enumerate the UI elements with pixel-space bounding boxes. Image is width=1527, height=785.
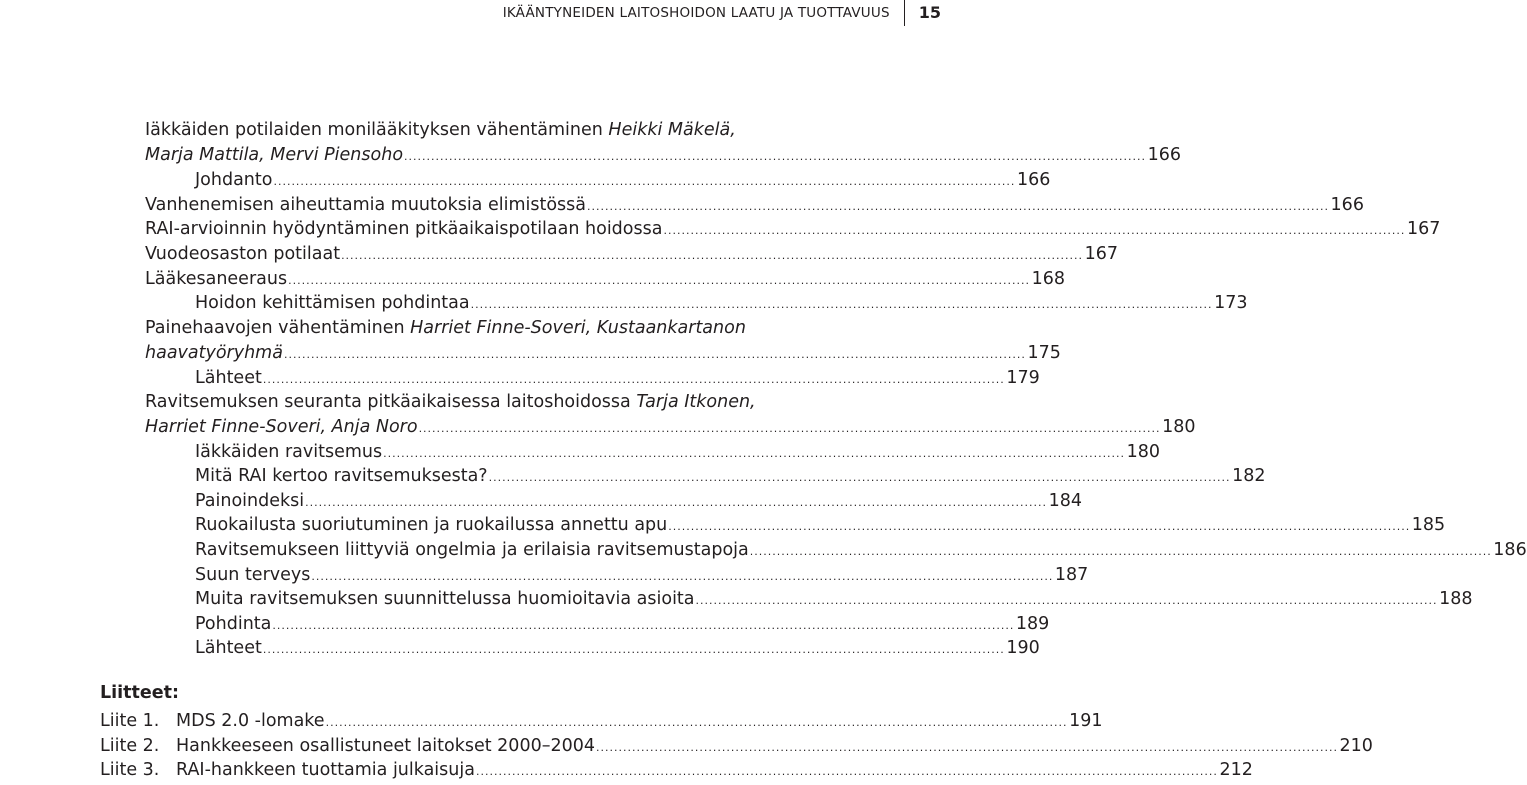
page-ref: 180 — [1126, 442, 1161, 462]
entry-title: Ravitsemukseen liittyviä ongelmia ja erilaisia ravitsemustapoja — [195, 540, 749, 560]
page-ref: 179 — [1006, 368, 1040, 388]
appendix-title: Hankkeeseen osallistuneet laitokset 2000–2004 — [176, 736, 595, 756]
entry-title: Iäkkäiden ravitsemus — [195, 442, 383, 462]
page-ref: 184 — [1048, 491, 1083, 511]
page-ref: 188 — [1439, 589, 1473, 609]
entry-title: RAI-arvioinnin hyödyntäminen pitkäaikaispotilaan hoidossa — [145, 219, 663, 239]
appendix-entry[interactable] — [100, 709, 1103, 736]
section-title-text: Painehaavojen vähentäminen — [145, 318, 411, 338]
toc-section-title — [145, 316, 746, 341]
section-authors: Harriet Finne-Soveri, Kustaankartanon — [410, 318, 746, 338]
dot-leader: ..................................................................................................................................................................... — [262, 643, 1005, 656]
page-ref: 191 — [1069, 711, 1103, 731]
toc-entry[interactable] — [145, 415, 1196, 442]
page-ref: 212 — [1219, 760, 1253, 780]
dot-leader: ..................................................................................................................................................................... — [596, 741, 1338, 754]
section-title-text: Iäkkäiden potilaiden monilääkityksen vähentäminen — [145, 120, 609, 140]
appendix-label: Liite 3. — [100, 760, 160, 780]
toc-entry[interactable] — [195, 291, 1248, 318]
appendix-entry[interactable] — [100, 734, 1373, 761]
toc-entry[interactable] — [195, 563, 1089, 590]
dot-leader: ..................................................................................................................................................................... — [663, 224, 1406, 237]
entry-title: Painoindeksi — [195, 491, 305, 511]
appendix-label: Liite 2. — [100, 736, 160, 756]
dot-leader: ..................................................................................................................................................................... — [587, 200, 1329, 213]
page-ref: 173 — [1214, 293, 1248, 313]
dot-leader: ..................................................................................................................................................................... — [341, 249, 1083, 262]
entry-title: Mitä RAI kertoo ravitsemuksesta? — [195, 466, 488, 486]
dot-leader: ..................................................................................................................................................................... — [288, 274, 1031, 287]
dot-leader: ..................................................................................................................................................................... — [695, 594, 1438, 607]
dot-leader: ..................................................................................................................................................................... — [418, 422, 1161, 435]
toc-entry[interactable] — [195, 636, 1040, 663]
dot-leader: ..................................................................................................................................................................... — [325, 716, 1068, 729]
page-ref: 182 — [1232, 466, 1266, 486]
entry-title: Suun terveys — [195, 565, 311, 585]
toc-entry[interactable] — [195, 168, 1051, 195]
dot-leader: ..................................................................................................................................................................... — [749, 545, 1492, 558]
dot-leader: ..................................................................................................................................................................... — [305, 496, 1048, 509]
appendix-label: Liite 1. — [100, 711, 160, 731]
section-title-text: Ravitsemuksen seuranta pitkäaikaisessa laitoshoidossa — [145, 392, 637, 412]
page-ref: 189 — [1015, 614, 1050, 634]
page-ref: 186 — [1493, 540, 1527, 560]
dot-leader: ..................................................................................................................................................................... — [262, 373, 1005, 386]
page-ref: 166 — [1147, 145, 1181, 165]
toc-entry[interactable] — [195, 612, 1050, 639]
entry-title: Vuodeosaston potilaat — [145, 244, 341, 264]
appendix-title: RAI-hankkeen tuottamia julkaisuja — [176, 760, 475, 780]
page-ref: 167 — [1407, 219, 1441, 239]
entry-title: Lähteet — [195, 368, 262, 388]
entry-title: Pohdinta — [195, 614, 272, 634]
toc-entry[interactable] — [145, 143, 1181, 170]
toc-entry[interactable] — [145, 267, 1066, 294]
section-authors: Harriet Finne-Soveri, Anja Noro — [145, 417, 418, 437]
appendix-title: MDS 2.0 -lomake — [176, 711, 325, 731]
page-ref: 185 — [1411, 515, 1446, 535]
page-ref: 167 — [1084, 244, 1118, 264]
toc-section-title — [145, 118, 736, 143]
page-ref: 166 — [1330, 195, 1364, 215]
toc-entry[interactable] — [145, 217, 1441, 244]
dot-leader: ..................................................................................................................................................................... — [488, 471, 1231, 484]
toc-entry[interactable] — [145, 242, 1118, 269]
entry-title: Lähteet — [195, 638, 262, 658]
toc-entry[interactable] — [195, 513, 1446, 540]
entry-title: Ruokailusta suoriutuminen ja ruokailussa annettu apu — [195, 515, 668, 535]
toc-entry[interactable] — [195, 489, 1083, 516]
toc-entry[interactable] — [195, 587, 1473, 614]
dot-leader: ..................................................................................................................................................................... — [283, 348, 1026, 361]
page-ref: 175 — [1027, 343, 1061, 363]
appendix-entry[interactable] — [100, 758, 1253, 785]
page-ref: 187 — [1054, 565, 1089, 585]
dot-leader: ..................................................................................................................................................................... — [273, 175, 1016, 188]
entry-title: Johdanto — [195, 170, 273, 190]
running-head: IKÄÄNTYNEIDEN LAITOSHOIDON LAATU JA TUOTTAVUUS — [502, 5, 890, 21]
appendix-text — [100, 709, 325, 734]
dot-leader: ..................................................................................................................................................................... — [383, 447, 1126, 460]
dot-leader: ..................................................................................................................................................................... — [272, 619, 1015, 632]
appendix-text — [100, 734, 595, 759]
dot-leader: ..................................................................................................................................................................... — [475, 765, 1218, 778]
page-number: 15 — [904, 0, 941, 26]
entry-title: Hoidon kehittämisen pohdintaa — [195, 293, 470, 313]
dot-leader: ..................................................................................................................................................................... — [470, 298, 1213, 311]
section-authors: Heikki Mäkelä, — [608, 120, 736, 140]
section-authors: Marja Mattila, Mervi Piensoho — [145, 145, 404, 165]
section-authors: Tarja Itkonen, — [636, 392, 756, 412]
toc-entry[interactable] — [195, 464, 1266, 491]
toc-entry[interactable] — [195, 366, 1040, 393]
appendix-text — [100, 758, 475, 783]
running-header — [503, 0, 941, 26]
page-ref: 166 — [1016, 170, 1051, 190]
dot-leader: ..................................................................................................................................................................... — [668, 520, 1411, 533]
toc-entry[interactable] — [195, 538, 1527, 565]
toc-entry[interactable] — [145, 341, 1061, 368]
entry-title: Lääkesaneeraus — [145, 269, 288, 289]
toc-entry[interactable] — [145, 193, 1364, 220]
dot-leader: ..................................................................................................................................................................... — [404, 150, 1146, 163]
section-authors: haavatyöryhmä — [145, 343, 283, 363]
dot-leader: ..................................................................................................................................................................... — [311, 570, 1054, 583]
entry-title: Vanhenemisen aiheuttamia muutoksia elimistössä — [145, 195, 587, 215]
toc-section-title — [145, 390, 756, 415]
entry-title: Muita ravitsemuksen suunnittelussa huomioitavia asioita — [195, 589, 695, 609]
page-ref: 210 — [1339, 736, 1373, 756]
page-ref: 168 — [1031, 269, 1066, 289]
appendices-heading: Liitteet: — [100, 683, 179, 703]
page-ref: 190 — [1006, 638, 1040, 658]
toc-entry[interactable] — [195, 440, 1161, 467]
page-ref: 180 — [1162, 417, 1196, 437]
